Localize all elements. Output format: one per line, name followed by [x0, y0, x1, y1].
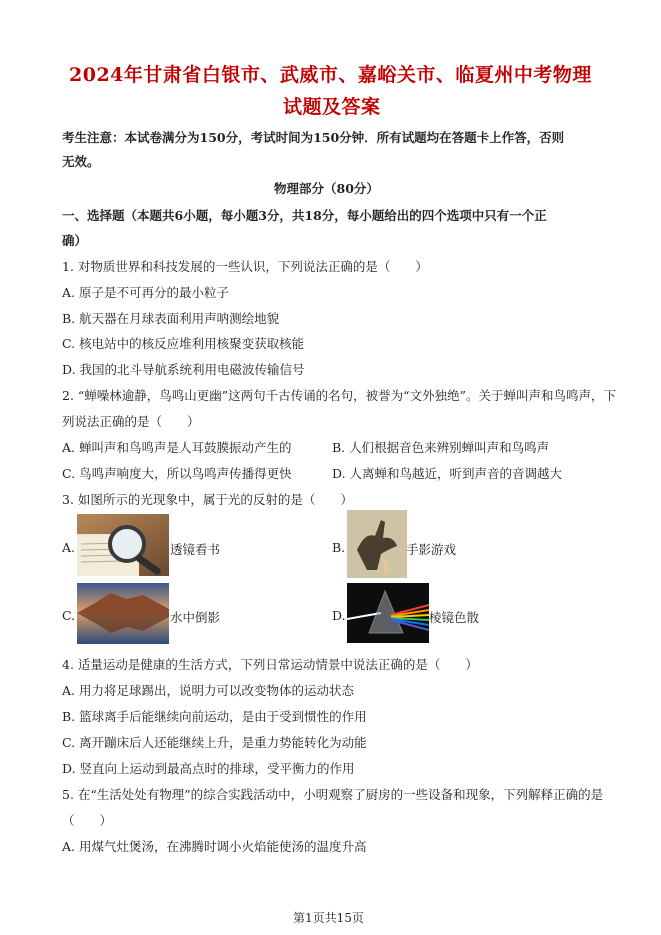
q5-option-a: A. 用煤气灶煲汤，在沸腾时调小火焰能使汤的温度升高 [62, 839, 367, 854]
prism-dispersion-image [347, 583, 429, 643]
q3-option-c-caption: 水中倒影 [170, 610, 221, 625]
q4-option-d: D. 竖直向上运动到最高点时的排球，受平衡力的作用 [62, 761, 355, 776]
q3-option-b-caption: 手影游戏 [406, 542, 457, 557]
magnifier-reading-image [77, 514, 169, 576]
section-heading-line-2: 确） [62, 233, 88, 248]
q2-option-a: A. 蝉叫声和鸟鸣声是人耳鼓膜振动产生的 [62, 440, 292, 455]
section-heading-line-1: 一、选择题（本题共6小题，每小题3分，共18分，每小题给出的四个选项中只有一个正 [62, 208, 547, 223]
q3-option-a-caption: 透镜看书 [170, 542, 221, 557]
notice-line-1: 考生注意：本试卷满分为150分，考试时间为150分钟．所有试题均在答题卡上作答，否则 [62, 130, 565, 145]
q1-stem: 1. 对物质世界和科技发展的一些认识，下列说法正确的是（ ） [62, 259, 428, 274]
title-line-1: 2024年甘肃省白银市、武威市、嘉峪关市、临夏州中考物理 [69, 64, 592, 86]
q1-option-a: A. 原子是不可再分的最小粒子 [62, 285, 229, 300]
q3-option-c-letter: C. [62, 608, 76, 623]
q1-option-b: B. 航天器在月球表面利用声呐测绘地貌 [62, 311, 280, 326]
notice-line-2: 无效。 [62, 154, 100, 169]
q4-option-a: A. 用力将足球踢出，说明力可以改变物体的运动状态 [62, 683, 354, 698]
q5-stem-line-2: （ ） [62, 813, 113, 828]
q2-option-c: C. 鸟鸣声响度大，所以鸟鸣声传播得更快 [62, 466, 292, 481]
q3-stem: 3. 如图所示的光现象中，属于光的反射的是（ ） [62, 492, 353, 507]
mountain-reflection-image [77, 583, 169, 644]
q1-option-c: C. 核电站中的核反应堆利用核聚变获取核能 [62, 336, 305, 351]
page-footer: 第1页共15页 [293, 911, 364, 925]
q2-stem-line-1: 2. “蝉噪林逾静，鸟鸣山更幽”这两句千古传诵的名句，被誉为“文外独绝”。关于蝉叫声和鸟鸣声，下 [62, 388, 616, 403]
q4-stem: 4. 适量运动是健康的生活方式，下列日常运动情景中说法正确的是（ ） [62, 657, 478, 672]
q2-option-d: D. 人离蝉和鸟越近，听到声音的音调越大 [332, 466, 563, 481]
q3-option-d-caption: 棱镜色散 [429, 610, 480, 625]
q5-stem-line-1: 5. 在“生活处处有物理”的综合实践活动中，小明观察了厨房的一些设备和现象，下列解释正确的是 [62, 787, 604, 802]
q3-option-a-letter: A. [62, 540, 76, 555]
hand-shadow-image [347, 510, 407, 578]
q3-option-d-letter: D. [332, 608, 346, 623]
q2-option-b: B. 人们根据音色来辨别蝉叫声和鸟鸣声 [332, 440, 550, 455]
q2-stem-line-2: 列说法正确的是（ ） [62, 414, 200, 429]
q4-option-b: B. 篮球离手后能继续向前运动，是由于受到惯性的作用 [62, 709, 367, 724]
q4-option-c: C. 离开蹦床后人还能继续上升，是重力势能转化为动能 [62, 735, 367, 750]
part-title: 物理部分（80分） [274, 181, 379, 196]
q1-option-d: D. 我国的北斗导航系统利用电磁波传输信号 [62, 362, 305, 377]
q3-option-b-letter: B. [332, 540, 346, 555]
title-line-2: 试题及答案 [283, 96, 381, 118]
